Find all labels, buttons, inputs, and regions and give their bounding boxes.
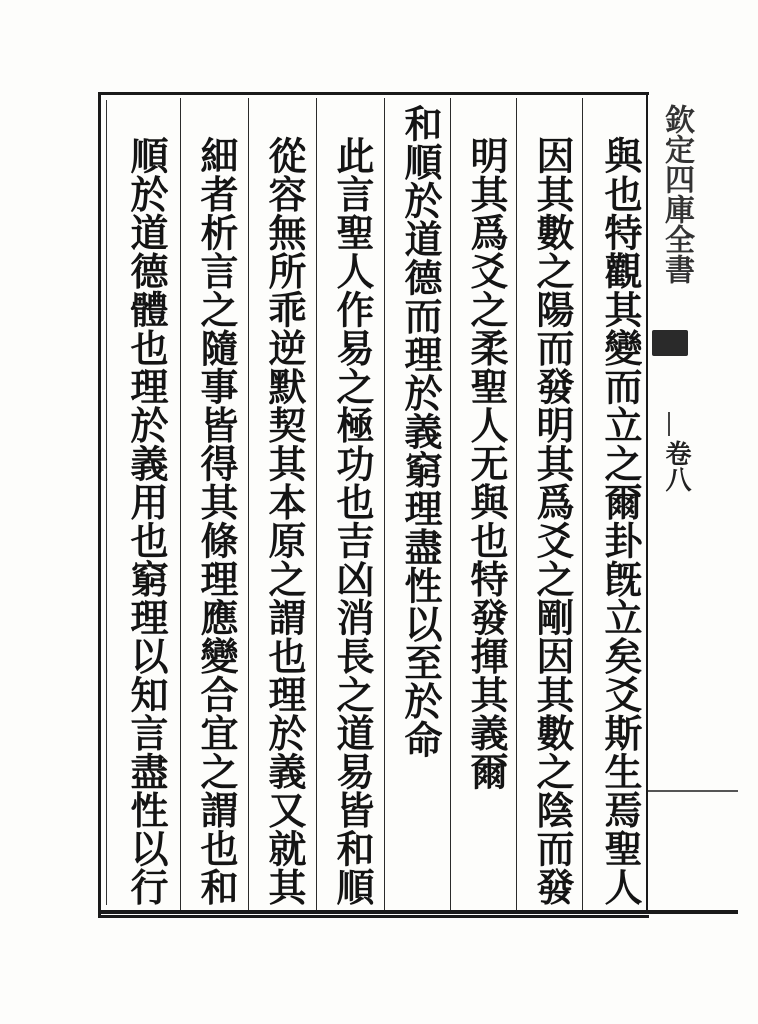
- margin-border: [646, 92, 648, 912]
- column-rule: [582, 98, 583, 910]
- column-rule: [180, 98, 181, 910]
- column-rule: [516, 98, 517, 910]
- text-column-2: 因其數之陽而發明其爲爻之剛因其數之陰而發: [530, 136, 575, 906]
- text-column-8: 順於道德體也理於義用也窮理以知言盡性以行: [124, 136, 169, 906]
- column-rule: [384, 98, 385, 910]
- column-rule: [316, 98, 317, 910]
- text-column-4: 和順於道德而理於義窮理盡性以至於命: [398, 104, 443, 759]
- text-column-6: 從容無所乖逆默契其本原之謂也理於義又就其: [262, 136, 307, 906]
- text-column-7: 細者析言之隨事皆得其條理應變合宜之謂也和: [194, 136, 239, 906]
- text-column-1: 與也特觀其變而立之爾卦旣立矣爻斯生焉聖人: [598, 136, 643, 906]
- text-column-3: 明其爲爻之柔聖人无與也特發揮其義爾: [464, 136, 509, 791]
- column-rule: [248, 98, 249, 910]
- text-column-5: 此言聖人作易之極功也吉凶消長之道易皆和順: [330, 136, 375, 906]
- book-title: 欽定四庫全書: [659, 104, 694, 284]
- frame-inner-line: [106, 100, 107, 905]
- margin-rule: [648, 790, 738, 792]
- volume-label: 卷八: [661, 440, 691, 492]
- margin-tick: [668, 412, 670, 436]
- column-rule: [450, 98, 451, 910]
- fish-tail-mark: [652, 330, 688, 356]
